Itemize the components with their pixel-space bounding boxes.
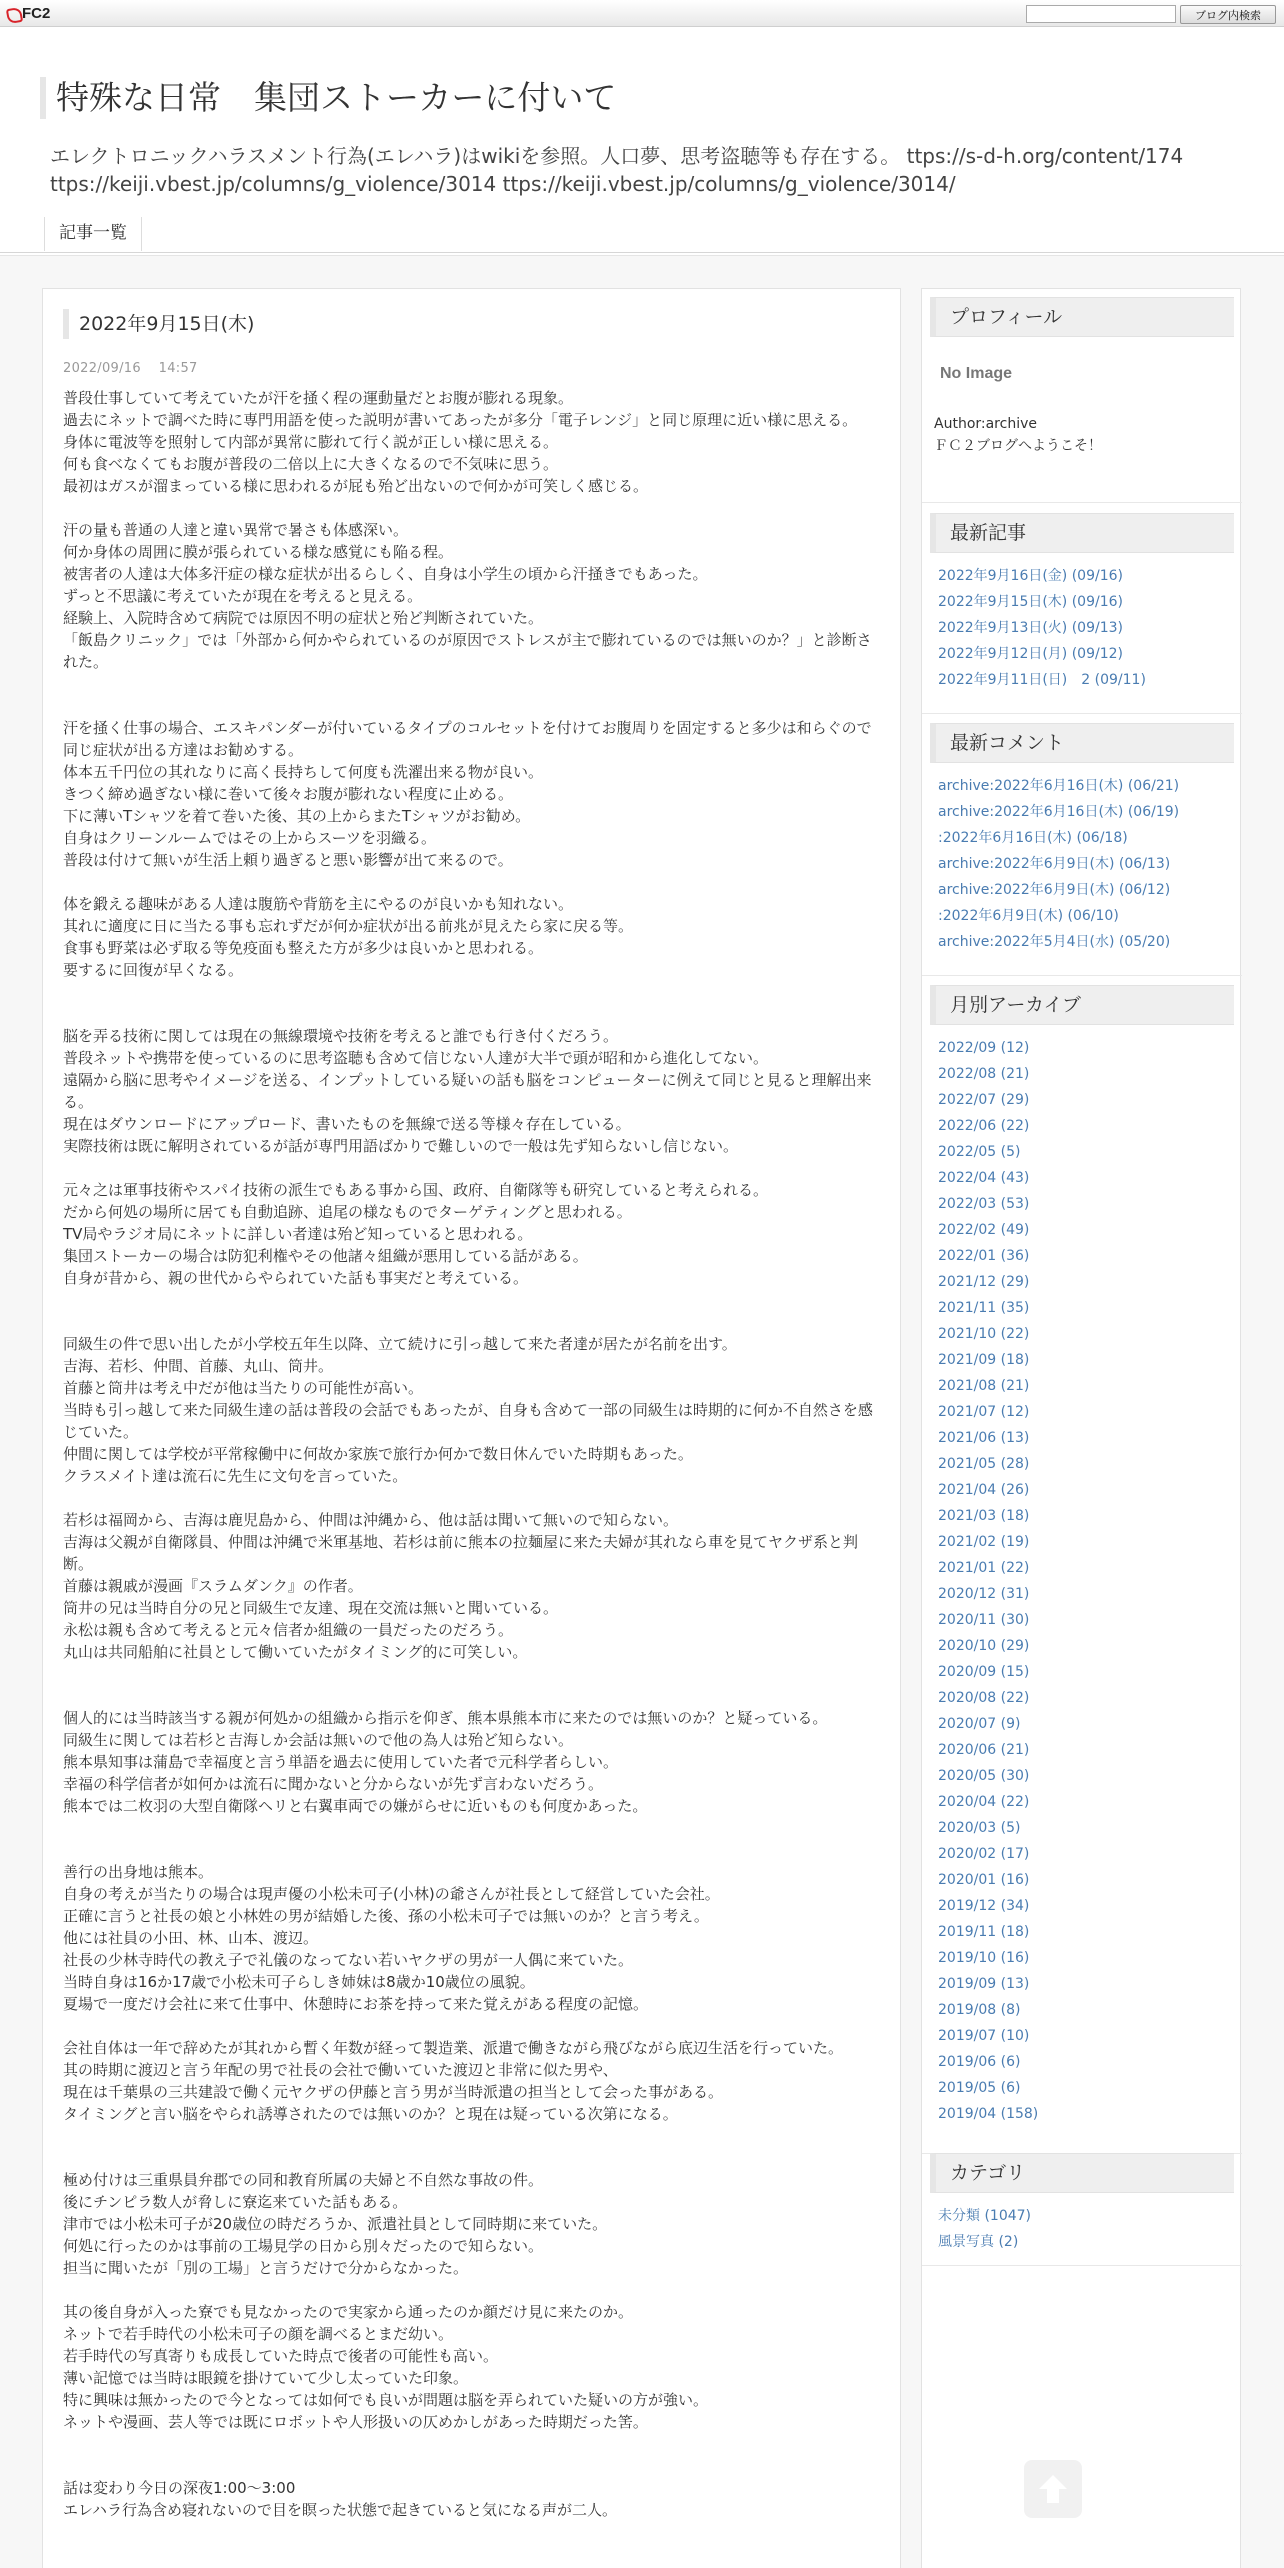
paragraph-gap [63, 981, 883, 1025]
categories-heading: カテゴリ [930, 2153, 1234, 2193]
entry-line: 体を鍛える趣味がある人達は腹筋や背筋を主にやるのが良いかも知れない。 [63, 895, 574, 913]
archive-month-link[interactable]: 2019/12 (34) [938, 1898, 1030, 1914]
archive-month-link[interactable]: 2021/01 (22) [938, 1560, 1030, 1576]
paragraph-gap [63, 2433, 883, 2477]
entry-line: 熊本では二枚羽の大型自衛隊ヘリと右翼車両での嫌がらせに近いものも何度かあった。 [63, 1797, 648, 1815]
entry-body [63, 387, 883, 2521]
archive-month-link[interactable]: 2019/10 (16) [938, 1950, 1030, 1966]
archive-month-link[interactable]: 2019/05 (6) [938, 2080, 1021, 2096]
sidebar [921, 288, 1241, 2568]
entry-line: 吉海は父親が自衛隊員、仲間は沖縄で米軍基地、若杉は前に熊本の拉麺屋に来た夫婦が其れなら車を見てヤクザ系と判断。 [63, 1533, 859, 1573]
archive-month-link[interactable]: 2022/09 (12) [938, 1040, 1030, 1056]
entry-line: 其の後自身が入った寮でも見なかったので実家から通ったのか顔だけ見に来たのか。 [63, 2303, 634, 2321]
archive-month-link[interactable]: 2019/08 (8) [938, 2002, 1021, 2018]
entry-line: 会社自体は一年で辞めたが其れから暫く年数が経って製造業、派遣で働きながら飛びながら底辺生活を行っていた。 [63, 2039, 844, 2057]
entry-line: きつく締め過ぎない様に巻いて後々お腹が膨れない程度に止める。 [63, 785, 514, 803]
entry-line: 其れに適度に日に当たる事も忘れずだが何か症状が出る前兆が見えたら家に戻る等。 [63, 917, 634, 935]
recent-entry-link[interactable]: 2022年9月12日(月) (09/12) [938, 646, 1123, 662]
nav-entry-list[interactable]: 記事一覧 [44, 217, 142, 251]
archive-month-link[interactable]: 2021/10 (22) [938, 1326, 1030, 1342]
recent-entries-heading: 最新記事 [930, 513, 1234, 553]
archive-month-link[interactable]: 2022/02 (49) [938, 1222, 1030, 1238]
archives-widget [930, 985, 1234, 2137]
archive-month-link[interactable]: 2020/07 (9) [938, 1716, 1021, 1732]
entry-line: 他には社員の小田、林、山本、渡辺。 [63, 1929, 319, 1947]
archive-month-link[interactable]: 2022/05 (5) [938, 1144, 1021, 1160]
header-divider [0, 252, 1284, 256]
archive-month-link[interactable]: 2021/12 (29) [938, 1274, 1030, 1290]
archive-month-link[interactable]: 2022/01 (36) [938, 1248, 1030, 1264]
archive-month-link[interactable]: 2020/08 (22) [938, 1690, 1030, 1706]
recent-entry-link[interactable]: 2022年9月13日(火) (09/13) [938, 620, 1123, 636]
categories-widget [930, 2153, 1234, 2265]
archive-month-link[interactable]: 2019/09 (13) [938, 1976, 1030, 1992]
entry-line: 夏場で一度だけ会社に来て仕事中、休憩時にお茶を持って来た覚えがある程度の記憶。 [63, 1995, 649, 2013]
recent-comment-link[interactable]: archive:2022年6月16日(木) (06/19) [938, 804, 1180, 820]
entry-line: だから何処の場所に居ても自動追跡、追尾の様なものでターゲティングと思われる。 [63, 1203, 632, 1221]
entry-line: 普段ネットや携帯を使っているのに思考盗聴も含めて信じない人達が大半で頭が昭和から進化してない。 [63, 1049, 769, 1067]
fc2-logo[interactable] [6, 4, 50, 23]
entry-title-wrap [63, 309, 254, 339]
archive-month-link[interactable]: 2019/07 (10) [938, 2028, 1030, 2044]
entry-line: 集団ストーカーの場合は防犯利権やその他諸々組織が悪用している話がある。 [63, 1247, 588, 1265]
entry-line: 津市では小松未可子が20歳位の時だろうか、派遣社員として同時期に来ていた。 [63, 2215, 608, 2233]
entry-line: 「飯島クリニック」では「外部から何かやられているのが原因でストレスが主で膨れているのでは無いのか？」と診断された。 [63, 631, 872, 671]
recent-entry-link[interactable]: 2022年9月11日(日) 2 (09/11) [938, 672, 1146, 688]
recent-comments-heading: 最新コメント [930, 723, 1234, 763]
archive-month-link[interactable]: 2021/07 (12) [938, 1404, 1030, 1420]
entry-line: 担当に聞いたが「別の工場」と言うだけで分からなかった。 [63, 2259, 469, 2277]
archive-month-link[interactable]: 2021/03 (18) [938, 1508, 1030, 1524]
entry-line: 食事も野菜は必ず取る等免疫面も整えた方が多少は良いかと思われる。 [63, 939, 544, 957]
entry-line: 自身の考えが当たりの場合は現声優の小松未可子(小林)の爺さんが社長として経営していた会社。 [63, 1885, 720, 1903]
entry-line: 吉海、若杉、仲間、首藤、丸山、筒井。 [63, 1357, 334, 1375]
entry-line: 仲間に関しては学校が平常稼働中に何故か家族で旅行か何かで数日休んでいた時期もあった。 [63, 1445, 693, 1463]
archive-month-link[interactable]: 2022/04 (43) [938, 1170, 1030, 1186]
recent-comment-link[interactable]: :2022年6月9日(木) (06/10) [938, 908, 1119, 924]
profile-author: Author:archive [934, 416, 1037, 432]
recent-comment-link[interactable]: :2022年6月16日(木) (06/18) [938, 830, 1128, 846]
entry-line: 特に興味は無かったので今となっては如何でも良いが問題は脳を弄られていた疑いの方が強い。 [63, 2391, 709, 2409]
paragraph-gap [63, 1817, 883, 1861]
entry-line: 当時も引っ越して来た同級生達の話は普段の会話でもあったが、自身も含めて一部の同級生は時期的に何か不自然さを感じていた。 [63, 1401, 873, 1441]
paragraph-gap [63, 2015, 883, 2037]
entry-line: 過去にネットで調べた時に専門用語を使った説明が書いてあったが多分「電子レンジ」と同じ原理に近い様に思える。 [63, 411, 858, 429]
archive-month-link[interactable]: 2021/05 (28) [938, 1456, 1030, 1472]
recent-entry-link[interactable]: 2022年9月16日(金) (09/16) [938, 568, 1123, 584]
entry-line: 何か身体の周囲に膜が張られている様な感覚にも陥る程。 [63, 543, 454, 561]
entry-line: 話は変わり今日の深夜1:00～3:00 [63, 2479, 296, 2497]
paragraph-gap [63, 871, 883, 893]
archive-month-link[interactable]: 2020/12 (31) [938, 1586, 1030, 1602]
archive-month-link[interactable]: 2021/04 (26) [938, 1482, 1030, 1498]
paragraph-gap [63, 497, 883, 519]
blog-title-wrap [40, 77, 616, 119]
profile-no-image: No Image [940, 365, 1013, 382]
entry-line: 普段仕事していて考えていたが汗を掻く程の運動量だとお腹が膨れる現象。 [63, 389, 574, 407]
archive-month-link[interactable]: 2022/06 (22) [938, 1118, 1030, 1134]
archive-month-link[interactable]: 2020/11 (30) [938, 1612, 1030, 1628]
recent-entries-list [930, 553, 1234, 703]
entry-line: 自身はクリーンルームではその上からスーツを羽織る。 [63, 829, 436, 847]
paragraph-gap [63, 1487, 883, 1509]
entry-title[interactable]: 2022年9月15日(木) [79, 313, 255, 335]
entry-line: ネットや漫画、芸人等では既にロボットや人形扱いの仄めかしがあった時期だった筈。 [63, 2413, 648, 2431]
recent-comment-link[interactable]: archive:2022年5月4日(水) (05/20) [938, 934, 1171, 950]
category-link[interactable]: 風景写真 (2) [938, 2234, 1019, 2250]
entry-line: 当時自身は16か17歳で小松未可子らしき姉妹は8歳か10歳位の風貌。 [63, 1973, 535, 1991]
fc2-logo-icon [6, 6, 20, 22]
paragraph-gap [63, 1157, 883, 1179]
category-link[interactable]: 未分類 (1047) [938, 2208, 1032, 2224]
entry-line: クラスメイト達は流石に先生に文句を言っていた。 [63, 1467, 408, 1485]
entry-line: TV局やラジオ局にネットに詳しい者達は殆ど知っていると思われる。 [63, 1225, 533, 1243]
blog-title[interactable]: 特殊な日常 集団ストーカーに付いて [56, 78, 617, 117]
entry-line: 汗の量も普通の人達と違い異常で暑さも体感深い。 [63, 521, 409, 539]
entry-line: 元々之は軍事技術やスパイ技術の派生でもある事から国、政府、自衛隊等も研究していると考えられる。 [63, 1181, 769, 1199]
paragraph-gap [63, 1289, 883, 1333]
archive-month-link[interactable]: 2021/11 (35) [938, 1300, 1030, 1316]
archive-month-link[interactable]: 2020/05 (30) [938, 1768, 1030, 1784]
entry-line: 最初はガスが溜まっている様に思われるが屁も殆ど出ないので何かが可笑しく感じる。 [63, 477, 649, 495]
fc2-header-bar [0, 0, 1284, 27]
entry-line: 熊本県知事は蒲島で幸福度と言う単語を過去に使用していた者で元科学者らしい。 [63, 1753, 619, 1771]
entry-line: 現在は千葉県の三共建設で働く元ヤクザの伊藤と言う男が当時派遣の担当として会った事がある。 [63, 2083, 724, 2101]
entry-line: 社長の少林寺時代の教え子で礼儀のなってない若いヤクザの男が一人偶に来ていた。 [63, 1951, 634, 1969]
archives-heading: 月別アーカイブ [930, 985, 1234, 1025]
entry-line: 極め付けは三重県員弁郡での同和教育所属の夫婦と不自然な事故の件。 [63, 2171, 544, 2189]
paragraph-gap [63, 2279, 883, 2301]
archive-month-link[interactable]: 2020/04 (22) [938, 1794, 1030, 1810]
entry-line: タイミングと言い脳をやられ誘導されたのでは無いのか？と現在は疑っている次第になる。 [63, 2105, 678, 2123]
blog-header [0, 27, 1284, 252]
entry-line: 何処に行ったのかは事前の工場見学の日から別々だったので知らない。 [63, 2237, 544, 2255]
blog-search-input[interactable] [1026, 5, 1176, 23]
archive-month-link[interactable]: 2020/10 (29) [938, 1638, 1030, 1654]
paragraph-gap [63, 2125, 883, 2169]
profile-widget [930, 297, 1234, 457]
categories-list [930, 2193, 1234, 2265]
scroll-top-button[interactable] [1024, 2460, 1082, 2518]
archive-month-link[interactable]: 2020/06 (21) [938, 1742, 1030, 1758]
entry-line: 薄い記憶では当時は眼鏡を掛けていて少し太っていた印象。 [63, 2369, 469, 2387]
blog-description: エレクトロニックハラスメント行為(エレハラ)はwikiを参照。人口夢、思考盗聴等も存在する。 ttps://s-d-h.org/content/174 ttps://keiji.vbest.jp/columns/g_violence/3014 ttps://keiji.vbest.jp/columns/g_violence/3014/ [50, 144, 1184, 196]
entry-line: 現在はダウンロードにアップロード、書いたものを無線で送る等様々存在している。 [63, 1115, 631, 1133]
entry-line: 普段は付けて無いが生活上頼り過ぎると悪い影響が出て来るので。 [63, 851, 513, 869]
archive-month-link[interactable]: 2019/06 (6) [938, 2054, 1021, 2070]
archive-month-link[interactable]: 2022/07 (29) [938, 1092, 1030, 1108]
entry-date: 2022/09/16 14:57 [63, 361, 198, 376]
entry-line: 何も食べなくてもお腹が普段の二倍以上に大きくなるので不気味に思う。 [63, 455, 559, 473]
main-content [42, 288, 901, 2568]
archive-month-link[interactable]: 2021/08 (21) [938, 1378, 1030, 1394]
arrow-up-icon [1033, 2469, 1073, 2509]
entry-line: 被害者の人達は大体多汗症の様な症状が出るらしく、自身は小学生の頃から汗掻きでもあった。 [63, 565, 708, 583]
archive-month-link[interactable]: 2021/06 (13) [938, 1430, 1030, 1446]
entry-line: ずっと不思議に考えていたが現在を考えると見える。 [63, 587, 423, 605]
entry-line: 経験上、入院時含めて病院では原因不明の症状と殆ど判断されていた。 [63, 609, 544, 627]
widget-divider [922, 975, 1242, 976]
entry-line: 善行の出身地は熊本。 [63, 1863, 214, 1881]
paragraph-gap [63, 1663, 883, 1707]
recent-comments-widget [930, 723, 1234, 965]
paragraph-gap [63, 673, 883, 717]
archives-list [930, 1025, 1234, 2137]
entry-line: 若手時代の写真寄りも成長していた時点で後者の可能性も高い。 [63, 2347, 499, 2365]
entry-line: 自身が昔から、親の世代からやられていた話も事実だと考えている。 [63, 1269, 529, 1287]
entry-line: 同級生の件で思い出したが小学校五年生以降、立て続けに引っ越して来た者達が居たが名前を出す。 [63, 1335, 737, 1353]
archive-month-link[interactable]: 2020/09 (15) [938, 1664, 1030, 1680]
archive-month-link[interactable]: 2019/04 (158) [938, 2106, 1039, 2122]
entry-line: 個人的には当時該当する親が何処かの組織から指示を仰ぎ、熊本県熊本市に来たのでは無いのか？と疑っている。 [63, 1709, 828, 1727]
entry-line: 体本五千円位の其れなりに高く長持ちして何度も洗濯出来る物が良い。 [63, 763, 544, 781]
recent-comment-link[interactable]: archive:2022年6月16日(木) (06/21) [938, 778, 1180, 794]
entry-line: 下に薄いTシャツを着て巻いた後、其の上からまたTシャツがお勧め。 [63, 807, 531, 825]
archive-month-link[interactable]: 2021/09 (18) [938, 1352, 1030, 1368]
recent-comment-link[interactable]: archive:2022年6月9日(木) (06/13) [938, 856, 1171, 872]
blog-search-button[interactable]: ブログ内検索 [1180, 5, 1276, 24]
entry-line: 永松は親も含めて考えると元々信者か組織の一員だったのだろう。 [63, 1621, 514, 1639]
entry-line: 若杉は福岡から、吉海は鹿児島から、仲間は沖縄から、他は話は聞いて無いので知らない。 [63, 1511, 679, 1529]
archive-month-link[interactable]: 2019/11 (18) [938, 1924, 1030, 1940]
widget-divider [922, 502, 1242, 503]
entry-line: 実際技術は既に解明されているが話が専門用語ばかりで難しいので一般は先ず知らないし信じない。 [63, 1137, 739, 1155]
entry-line: 脳を弄る技術に関しては現在の無線環境や技術を考えると誰でも行き付くだろう。 [63, 1027, 619, 1045]
entry-line: 幸福の科学信者が如何かは流石に聞かないと分からないが先ず言わないだろう。 [63, 1775, 604, 1793]
entry-line: 丸山は共同船舶に社員として働いていたがタイミング的に可笑しい。 [63, 1643, 528, 1661]
widget-divider [922, 2265, 1242, 2266]
entry-line: 筒井の兄は当時自分の兄と同級生で友達、現在交流は無いと聞いている。 [63, 1599, 559, 1617]
recent-entry-link[interactable]: 2022年9月15日(木) (09/16) [938, 594, 1123, 610]
entry-line: 正確に言うと社長の娘と小林姓の男が結婚した後、孫の小松未可子では無いのか？と言う考え。 [63, 1907, 709, 1925]
profile-heading: プロフィール [930, 297, 1234, 337]
archive-month-link[interactable]: 2021/02 (19) [938, 1534, 1030, 1550]
entry-line: 身体に電波等を照射して内部が異常に膨れて行く説が正しい様に思える。 [63, 433, 559, 451]
entry-line: 要するに回復が早くなる。 [63, 961, 244, 979]
archive-month-link[interactable]: 2020/03 (5) [938, 1820, 1021, 1836]
entry-line: 首藤は親戚が漫画『スラムダンク』の作者。 [63, 1577, 363, 1595]
recent-comment-link[interactable]: archive:2022年6月9日(木) (06/12) [938, 882, 1171, 898]
entry-line: ネットで若手時代の小松未可子の顔を調べるとまだ幼い。 [63, 2325, 454, 2343]
entry-line: 首藤と筒井は考え中だが他は当たりの可能性が高い。 [63, 1379, 424, 1397]
entry-line: 同級生に関しては若杉と吉海しか会話は無いので他の為人は殆ど知らない。 [63, 1731, 574, 1749]
recent-comments-list [930, 763, 1234, 965]
recent-entries-widget [930, 513, 1234, 703]
entry-line: 汗を掻く仕事の場合、エスキパンダーが付いているタイプのコルセットを付けてお腹周りを固定すると多少は和らぐので同じ症状が出る方達はお勧めする。 [63, 719, 872, 759]
archive-month-link[interactable]: 2022/03 (53) [938, 1196, 1030, 1212]
fc2-logo-text: FC2 [22, 5, 51, 22]
entry-line: エレハラ行為含め寝れないので目を瞑った状態で起きていると気になる声が二人。 [63, 2501, 617, 2519]
archive-month-link[interactable]: 2022/08 (21) [938, 1066, 1030, 1082]
archive-month-link[interactable]: 2020/01 (16) [938, 1872, 1030, 1888]
widget-divider [922, 713, 1242, 714]
entry-line: 後にチンピラ数人が脅しに寮迄来ていた話もある。 [63, 2193, 408, 2211]
profile-welcome: ＦＣ２ブログへようこそ！ [934, 438, 1102, 454]
archive-month-link[interactable]: 2020/02 (17) [938, 1846, 1030, 1862]
entry-line: 遠隔から脳に思考やイメージを送る、インプットしている疑いの話も脳をコンピューターに例えて同じと見ると理解出来る。 [63, 1071, 872, 1111]
entry-line: 其の時期に渡辺と言う年配の男で社長の会社で働いていた渡辺と非常に似た男や、 [63, 2061, 618, 2079]
